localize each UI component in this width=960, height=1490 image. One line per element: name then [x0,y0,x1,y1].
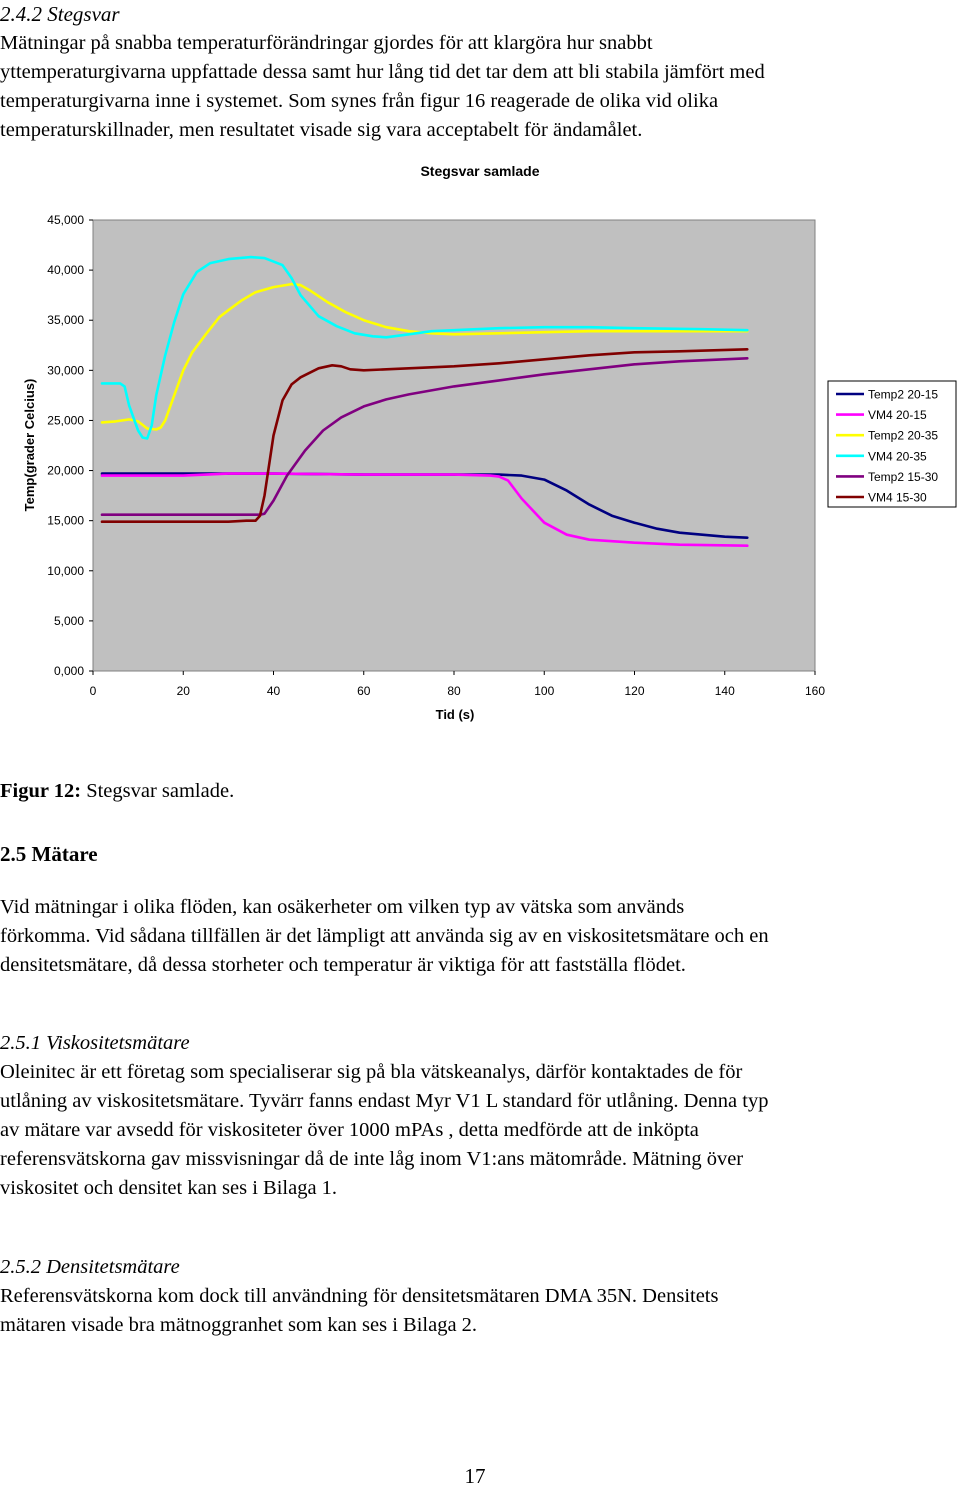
y-tick-label: 20,000 [47,463,84,478]
plot-area [93,220,815,671]
x-tick-label: 80 [447,684,461,698]
y-tick-label: 25,000 [47,413,84,428]
x-tick-label: 140 [714,684,735,698]
paragraph-line: Referensvätskorna kom dock till användning för densitetsmätaren DMA 35N. Densitets [0,1285,719,1307]
y-tick-label: 35,000 [47,313,84,328]
section-heading-densitetsmatare: 2.5.2 Densitetsmätare [0,1256,180,1278]
x-tick-label: 60 [357,684,371,698]
legend-label: VM4 15-30 [868,490,927,505]
y-axis-label: Temp(grader Celcius) [22,378,37,512]
legend [828,381,956,507]
y-tick-label: 40,000 [47,263,84,278]
paragraph-line: förkomma. Vid sådana tillfällen är det lämpligt att använda sig av en viskositetsmätare och en [0,925,769,947]
legend-label: VM4 20-15 [868,408,927,423]
paragraph-line: referensvätskorna gav missvisningar då de inte låg inom V1:ans mätområde. Mätning över [0,1148,744,1170]
paragraph-line: av mätare var avsedd för viskositeter över 1000 mPAs , detta medförde att de inköpta [0,1119,699,1141]
legend-label: Temp2 20-15 [868,387,939,402]
legend-label: Temp2 15-30 [868,469,939,484]
x-tick-label: 20 [176,684,190,698]
y-tick-label: 5,000 [53,613,84,628]
legend-label: Temp2 20-35 [868,428,939,443]
x-tick-label: 160 [804,684,826,698]
step-response-chart [0,150,960,730]
x-axis-label: Tid (s) [435,707,475,722]
y-tick-label: 10,000 [47,563,84,578]
paragraph-line: temperaturgivarna inne i systemet. Som synes från figur 16 reagerade de olika vid olika [0,90,719,112]
figure-caption-text: Stegsvar samlade. [81,780,235,802]
paragraph-line: yttemperaturgivarna uppfattade dessa samt hur lång tid det tar dem att bli stabila jämfört med [0,61,765,83]
figure-caption-label: Figur 12: [0,780,82,802]
chart-title: Stegsvar samlade [420,163,540,179]
y-tick-label: 0,000 [53,664,84,678]
page-number: 17 [464,1464,486,1488]
figure-caption [0,777,950,806]
section-heading-viskositetsmatare: 2.5.1 Viskositetsmätare [0,1032,190,1054]
paragraph-line: viskositet och densitet kan ses i Bilaga 1. [0,1177,338,1199]
paragraph-line: Mätningar på snabba temperaturförändringar gjordes för att klargöra hur snabbt [0,32,653,54]
paragraph-line: temperaturskillnader, men resultatet visade sig vara acceptabelt för ändamålet. [0,119,643,141]
paragraph-line: Oleinitec är ett företag som specialiserar sig på bla vätskeanalys, därför kontaktades de för [0,1061,743,1083]
x-tick-label: 120 [624,684,645,698]
paragraph-line: mätaren visade bra mätnoggranhet som kan ses i Bilaga 2. [0,1314,478,1336]
y-tick-label: 15,000 [47,513,84,528]
paragraph-line: utlåning av viskositetsmätare. Tyvärr fanns endast Myr V1 L standard för utlåning. Denna typ [0,1090,769,1112]
x-axis-ticks [90,671,826,698]
y-tick-label: 30,000 [47,363,84,378]
section-heading-stegsvar: 2.4.2 Stegsvar [0,2,120,26]
paragraph-line: Vid mätningar i olika flöden, kan osäkerheter om vilken typ av vätska som används [0,896,685,918]
y-tick-label: 45,000 [47,213,84,227]
legend-label: VM4 20-35 [868,449,927,464]
x-tick-label: 40 [266,684,281,698]
paragraph-line: densitetsmätare, då dessa storheter och temperatur är viktiga för att fastställa flödet. [0,954,686,976]
x-tick-label: 100 [534,684,555,698]
x-tick-label: 0 [89,684,97,698]
y-axis-ticks [47,213,93,678]
section-heading-matare: 2.5 Mätare [0,842,98,866]
